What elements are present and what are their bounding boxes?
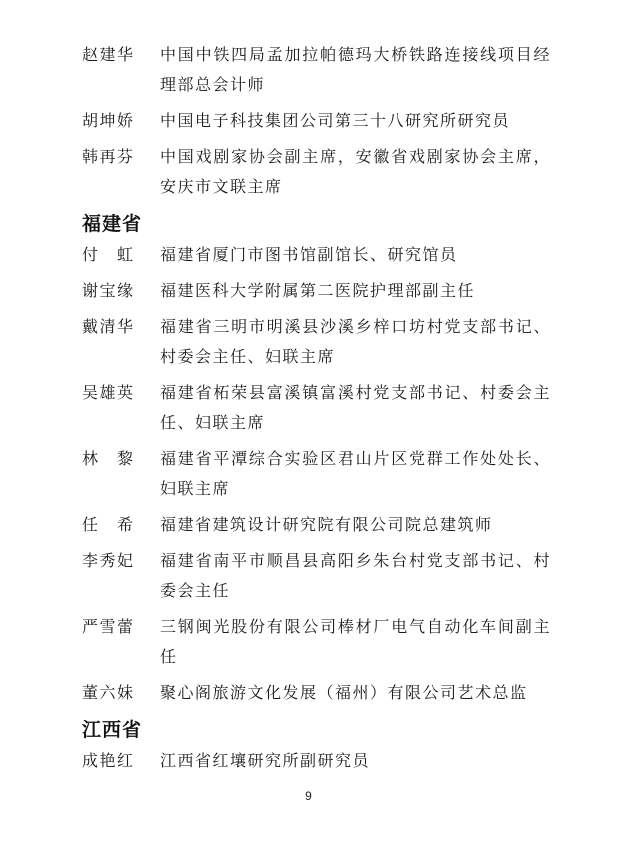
person-title: 中国戏剧家协会副主席，安徽省戏剧家协会主席，安庆市文联主席: [160, 149, 551, 196]
person-name: 谢宝缘: [82, 283, 135, 300]
roster-entry: [82, 143, 551, 203]
roster-entry: [82, 313, 551, 373]
person-name: 胡坤娇: [82, 113, 135, 130]
person-name: 付 虹: [82, 247, 135, 264]
roster-entry: [82, 679, 551, 709]
person-title: 中国中铁四局孟加拉帕德玛大桥铁路连接线项目经理部总会计师: [160, 47, 551, 94]
roster-entry: [82, 445, 551, 505]
roster-entry: [82, 613, 551, 673]
person-title: 福建省建筑设计研究院有限公司院总建筑师: [160, 517, 493, 534]
person-name: 戴清华: [82, 319, 135, 336]
person-name: 吴雄英: [82, 385, 135, 402]
person-name: 成艳红: [82, 753, 135, 770]
person-title: 福建省厦门市图书馆副馆长、研究馆员: [160, 247, 458, 264]
person-name: 赵建华: [82, 47, 135, 64]
person-title: 福建省平潭综合实验区君山片区党群工作处处长、妇联主席: [160, 451, 551, 498]
person-title: 江西省红壤研究所副研究员: [160, 753, 371, 770]
person-title: 中国电子科技集团公司第三十八研究所研究员: [160, 113, 511, 130]
roster-entry: [82, 547, 551, 607]
person-title: 福建医科大学附属第二医院护理部副主任: [160, 283, 476, 300]
person-name: 韩再芬: [82, 149, 135, 166]
roster-entry: [82, 511, 551, 541]
person-name: 严雪蕾: [82, 619, 135, 636]
person-name: 任 希: [82, 517, 135, 534]
page-number: 9: [305, 789, 312, 803]
province-section-header: 福建省: [82, 214, 143, 235]
person-title: 三钢闽光股份有限公司棒材厂电气自动化车间副主任: [160, 619, 551, 666]
person-name: 李秀妃: [82, 553, 135, 570]
person-name: 林 黎: [82, 451, 135, 468]
roster-entry: [82, 277, 551, 307]
person-title: 福建省三明市明溪县沙溪乡梓口坊村党支部书记、村委会主任、妇联主席: [160, 319, 551, 366]
roster-entry: [82, 747, 551, 777]
province-section-header: 江西省: [82, 720, 143, 741]
person-name: 董六妹: [82, 685, 135, 702]
roster-entry: [82, 379, 551, 439]
roster-entry: [82, 107, 551, 137]
roster-entry: [82, 241, 551, 271]
person-title: 福建省南平市顺昌县高阳乡朱台村党支部书记、村委会主任: [160, 553, 551, 600]
roster-list: [82, 41, 551, 777]
person-title: 聚心阁旅游文化发展（福州）有限公司艺术总监: [160, 685, 528, 702]
person-title: 福建省柘荣县富溪镇富溪村党支部书记、村委会主任、妇联主席: [160, 385, 551, 432]
roster-entry: [82, 41, 551, 101]
